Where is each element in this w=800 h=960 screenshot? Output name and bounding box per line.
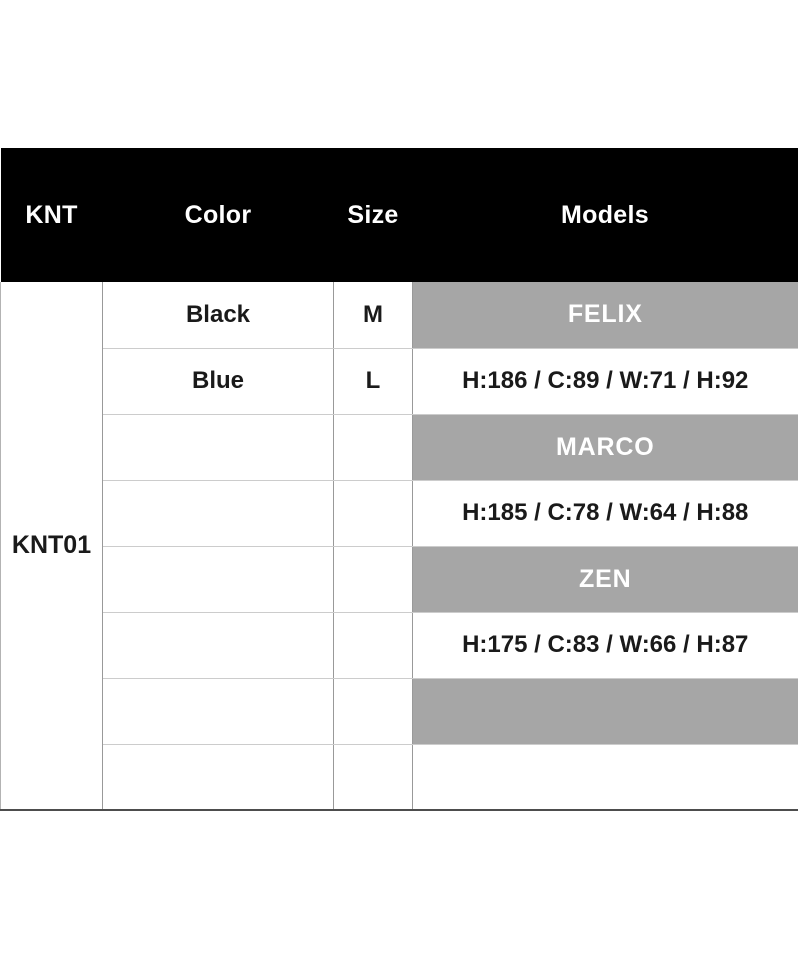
size-cell [334, 678, 413, 744]
header-cell-models: Models [413, 148, 798, 282]
model-band-cell: ZEN [413, 546, 798, 612]
model-band-cell: MARCO [413, 414, 798, 480]
model-measurements-cell: H:175 / C:83 / W:66 / H:87 [413, 612, 798, 678]
color-cell: Blue [103, 348, 334, 414]
table-row [1, 678, 798, 744]
model-band-cell [413, 678, 798, 744]
size-cell [334, 414, 413, 480]
table-row [1, 414, 798, 480]
model-band-cell: FELIX [413, 282, 798, 348]
color-cell [103, 546, 334, 612]
size-chart-table [0, 148, 798, 811]
product-code-cell: KNT01 [1, 282, 103, 810]
table-row [1, 612, 798, 678]
table-row [1, 282, 798, 348]
model-measurements-cell: H:185 / C:78 / W:64 / H:88 [413, 480, 798, 546]
color-cell [103, 414, 334, 480]
model-measurements-cell: H:186 / C:89 / W:71 / H:92 [413, 348, 798, 414]
header-cell-knt: KNT [1, 148, 103, 282]
color-cell [103, 678, 334, 744]
model-measurements-cell [413, 744, 798, 810]
size-cell: L [334, 348, 413, 414]
header-cell-size: Size [334, 148, 413, 282]
size-cell [334, 546, 413, 612]
color-cell [103, 480, 334, 546]
size-cell [334, 744, 413, 810]
size-cell: M [334, 282, 413, 348]
size-cell [334, 612, 413, 678]
color-cell [103, 744, 334, 810]
table-row [1, 480, 798, 546]
table-row [1, 546, 798, 612]
color-cell: Black [103, 282, 334, 348]
header-row [1, 148, 798, 282]
table-row [1, 744, 798, 810]
size-cell [334, 480, 413, 546]
table-row [1, 348, 798, 414]
header-cell-color: Color [103, 148, 334, 282]
color-cell [103, 612, 334, 678]
